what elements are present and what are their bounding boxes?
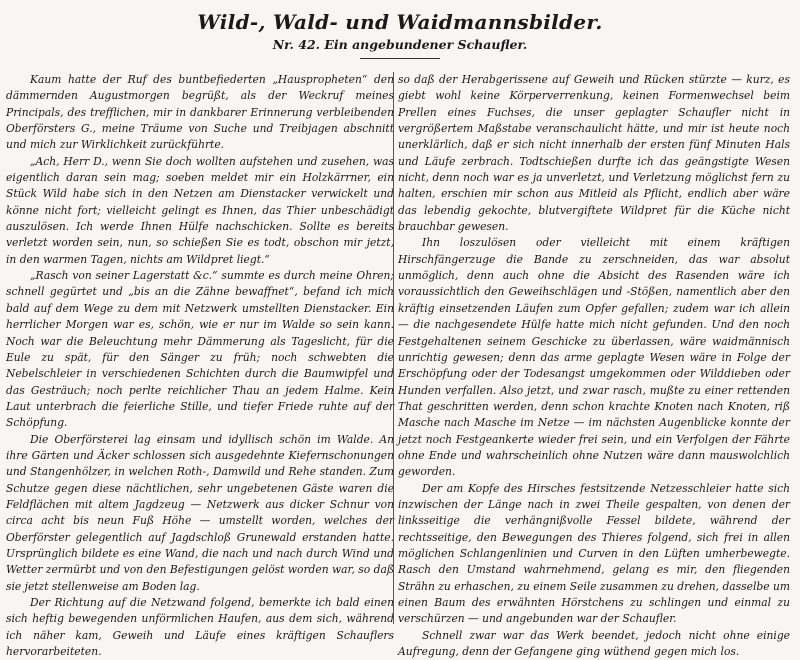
paragraph: Schnell zwar war das Werk beendet, jedoch nicht ohne einige Aufregung, denn der Gefangene ging wüthend gegen mich los. — [398, 628, 790, 659]
paragraph: Die Oberförsterei lag einsam und idyllisch schön im Walde. An ihre Gärten und Äcker schlossen sich ausgedehnte Kiefernschonungen und Stangenhölzer, in welchen Roth-, Damwild und Rehe standen. Zum Schutze gegen diese nächtlichen, sehr ungebetenen Gäste waren die Feldflächen mit altem Jagdzeug — Netzwerk aus dicker Schnur von circa acht bis neun Fuß Höhe — umstellt worden, welches der Oberförster gelegentlich auf Jagdschloß Grunewald erstanden hatte. Ursprünglich bildete es eine Wand, die nach und nach durch Wind und Wetter zermürbt und von den Befestigungen gelöst worden war, so daß sie jetzt stellenweise am Boden lag. — [6, 432, 394, 593]
right-column — [398, 72, 790, 659]
paragraph: Ihn loszulösen oder vielleicht mit einem kräftigen Hirschfängerzuge die Bande zu zerschneiden, das war absolut unmöglich, denn auch ohne die Absicht des Rasenden wäre ich voraussichtlich den Geweihschlägen und -Stößen, namentlich aber den kräftig einsetzenden Läufen zum Opfer gefallen; zudem war ich allein — die nachgesendete Hülfe hatte mich nicht gefunden. Und den noch Festgehaltenen seinem Geschicke zu überlassen, wäre waidmännisch unrichtig gewesen; denn das arme geplagte Wesen wäre in Folge der Erschöpfung oder der Todesangst umgekommen oder Wilddieben oder Hunden verfallen. Also jetzt, und zwar rasch, mußte zu einer rettenden That geschritten werden, denn schon krachte Knoten nach Knoten, riß Masche nach Masche im Netze — im nächsten Augenblicke konnte der jetzt noch Festgeankerte wieder frei sein, und ein Verfolgen der Fährte ohne Ende und wahrscheinlich ohne Nutzen wäre dann mauswolchlich geworden. — [398, 236, 790, 479]
paragraph: „Rasch von seiner Lagerstatt &c.“ summte es durch meine Ohren; schnell gegürtet und „bis an die Zähne bewaffnet“, befand ich mich bald auf dem Wege zu dem mit Netzwerk umstellten Dienstacker. Ein herrlicher Morgen war es, schön, wie er nur im Walde so sein kann. Noch war die Beleuchtung mehr Dämmerung als Tageslicht, für die Eule zu spät, für den Sänger zu früh; noch schwebten die Nebelschleier in verschiedenen Schichten durch die Baumwipfel und das Gesträuch; noch perlte reichlicher Thau an jedem Halme. Kein Laut unterbrach die feierliche Stille, und tiefer Friede ruhte auf der Schöpfung. — [6, 269, 394, 430]
article-subtitle: Nr. 42. Ein angebundener Schaufler. — [272, 37, 528, 52]
paragraph: so daß der Herabgerissene auf Geweih und Rücken stürzte — kurz, es giebt wohl keine Körperverrenkung, keinen Formenwechsel beim Prellen eines Fuchses, die unser geplagter Schaufler nicht in vergrößertem Maßstabe veranschaulicht hätte, und mir ist heute noch unerklärlich, daß er sich nicht innerhalb der ersten fünf Minuten Hals und Läufe zerbrach. Todtschießen durfte ich das geängstigte Wesen nicht, denn noch war es ja unverletzt, und Verletzung möglichst fern zu halten, erschien mir schon aus Mitleid als Pflicht, endlich aber wäre das lebendig gekochte, blutvergiftete Wildpret für die Küche nicht brauchbar gewesen. — [398, 73, 790, 234]
paragraph: „Ach, Herr D., wenn Sie doch wollten aufstehen und zusehen, was eigentlich daran sein mag; soeben meldet mir ein Holzkärrner, ein Stück Wild habe sich in den Netzen am Dienstacker verwickelt und könne nicht fort; vielleicht gelingt es Ihnen, das Thier unbeschädigt auszulösen. Ich werde Ihnen Hülfe nachschicken. Sollte es bereits verletzt worden sein, nun, so schießen Sie es todt, obschon mir jetzt, in den warmen Tagen, nichts am Wildpret liegt.“ — [6, 154, 394, 266]
column-divider — [393, 72, 394, 624]
title-rule — [360, 58, 440, 59]
page-title: Wild-, Wald- und Waidmannsbilder. — [197, 10, 603, 34]
paragraph: Kaum hatte der Ruf des buntbefiederten „Hauspropheten“ den dämmernden Augustmorgen begrüßt, als der Weckruf meines Principals, des trefflichen, mir in dankbarer Erinnerung verbleibenden Oberförsters G., meine Träume von Suche und Treibjagen abschnitt und mich zur Wirklichkeit zurückführte. — [6, 73, 394, 152]
paragraph: Der Richtung auf die Netzwand folgend, bemerkte ich bald einen sich heftig bewegenden unförmlichen Haufen, aus dem sich, während ich näher kam, Geweih und Läufe eines kräftigen Schauflers hervorarbeiteten. — [6, 596, 394, 659]
paragraph: Der am Kopfe des Hirsches festsitzende Netzesschleier hatte sich inzwischen der Länge nach in zwei Theile gespalten, von denen der linksseitige die verhängnißvolle Fessel bildete, während der rechtsseitige, den Bewegungen des Thieres folgend, sich frei in allen möglichen Schlangenlinien und Curven in den Lüften umherbewegte. Rasch den Umstand wahrnehmend, gelang es mir, den fliegenden Strähn zu erhaschen, zu einem Seile zusammen zu drehen, dasselbe um einen Baum des erwähnten Hörstchens zu schlingen und einmal zu verschürzen — und angebunden war der Schaufler. — [398, 481, 790, 626]
left-column — [6, 72, 394, 659]
